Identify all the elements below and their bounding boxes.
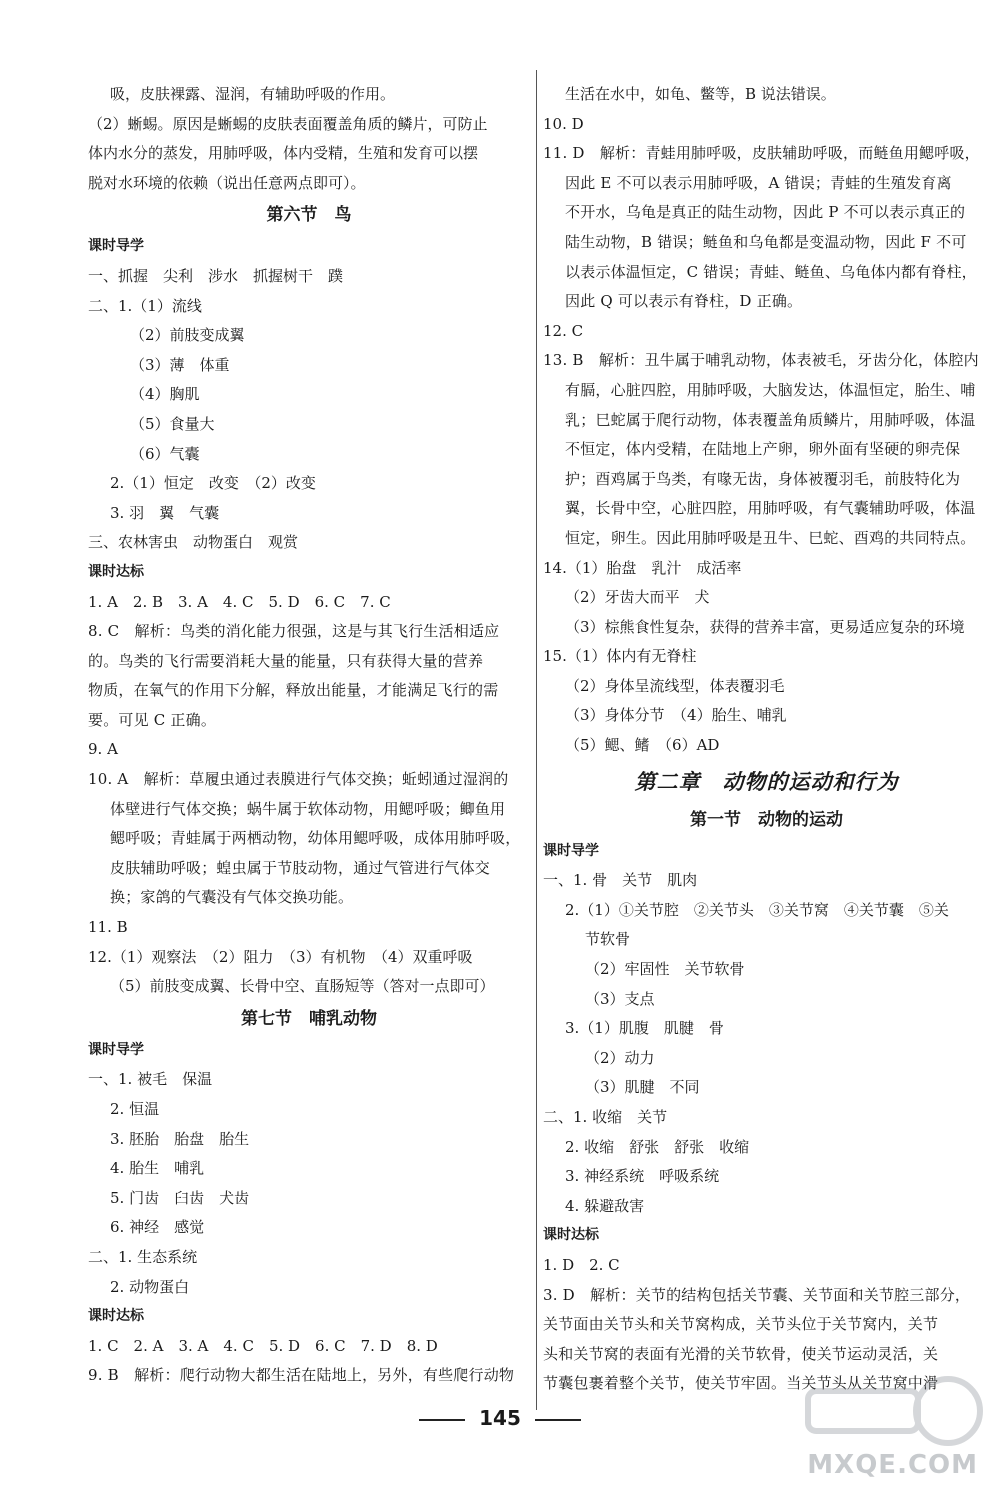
answer-line: 9. B 解析：爬行动物大都生活在陆地上，另外，有些爬行动物 xyxy=(88,1366,515,1385)
answer-line: 因此 Q 可以表示有脊柱，D 正确。 xyxy=(565,292,803,311)
answer-line: 换；家鸽的气囊没有气体交换功能。 xyxy=(110,888,354,907)
answer-line: 皮肤辅助呼吸；蝗虫属于节肢动物，通过气管进行气体交 xyxy=(110,858,491,877)
answer-line: 4. 胎生 哺乳 xyxy=(110,1159,205,1178)
answer-line: 头和关节窝的表面有光滑的关节软骨，使关节运动灵活，关 xyxy=(543,1344,939,1363)
left-column xyxy=(88,80,530,1391)
subsection-label: 课时达标 xyxy=(88,563,144,580)
answer-line: 因此 E 不可以表示用肺呼吸，A 错误；青蛙的生殖发育离 xyxy=(565,173,952,192)
answer-line: （4）胸肌 xyxy=(130,385,200,404)
answer-line: （2）动力 xyxy=(585,1048,655,1067)
answer-line: 1. C 2. A 3. A 4. C 5. D 6. C 7. D 8. D xyxy=(88,1336,438,1355)
right-column xyxy=(543,80,990,1399)
answer-line: 体壁进行气体交换；蜗牛属于软体动物，用鳃呼吸；鲫鱼用 xyxy=(110,799,506,818)
answer-line: 3. 羽 翼 气囊 xyxy=(110,503,220,522)
answer-line: 体内水分的蒸发，用肺呼吸，体内受精，生殖和发育可以摆 xyxy=(88,144,479,163)
answer-line: 乳；巳蛇属于爬行动物，体表覆盖角质鳞片，用肺呼吸，体温 xyxy=(565,410,976,429)
answer-line: （3）支点 xyxy=(585,989,655,1008)
answer-line: （5）鳃、鳍 （6）AD xyxy=(565,736,720,755)
answer-line: 不恒定，体内受精，在陆地上产卵，卵外面有坚硬的卵壳保 xyxy=(565,440,961,459)
subsection-label: 课时导学 xyxy=(543,842,599,859)
answer-line: 节囊包裹着整个关节，使关节牢固。当关节头从关节窝中滑 xyxy=(543,1374,939,1393)
answer-line: 不开水，乌龟是真正的陆生动物，因此 P 不可以表示真正的 xyxy=(565,203,966,222)
answer-line: 要。可见 C 正确。 xyxy=(88,710,217,729)
answer-line: 吸，皮肤裸露、湿润，有辅助呼吸的作用。 xyxy=(110,85,396,103)
answer-line: 陆生动物，B 错误；鲢鱼和乌龟都是变温动物，因此 F 不可 xyxy=(565,232,967,251)
answer-line: 13. B 解析：丑牛属于哺乳动物，体表被毛，牙齿分化，体腔内 xyxy=(543,351,979,370)
answer-line: 3. D 解析：关节的结构包括关节囊、关节面和关节腔三部分， xyxy=(543,1285,971,1304)
answer-line: 恒定，卵生。因此用肺呼吸是丑牛、巳蛇、酉鸡的共同特点。 xyxy=(565,528,976,547)
answer-line: 一、1. 被毛 保温 xyxy=(88,1070,213,1089)
answer-line: 15.（1）体内有无脊柱 xyxy=(543,647,697,666)
answer-line: 4. 躲避敌害 xyxy=(565,1196,645,1215)
section-title: 第七节 哺乳动物 xyxy=(241,1008,377,1029)
answer-line: 1. D 2. C xyxy=(543,1255,620,1274)
section-title: 第六节 鸟 xyxy=(266,205,352,226)
subsection-label: 课时达标 xyxy=(88,1308,144,1325)
subsection-label: 课时导学 xyxy=(88,238,144,255)
answer-line: 2. 恒温 xyxy=(110,1100,160,1118)
answer-line: 12.（1）观察法 （2）阻力 （3）有机物 （4）双重呼吸 xyxy=(88,947,473,966)
answer-line: 2. 动物蛋白 xyxy=(110,1277,190,1296)
answer-line: 5. 门齿 臼齿 犬齿 xyxy=(110,1188,250,1207)
answer-line: 生活在水中，如龟、鳖等，B 说法错误。 xyxy=(565,85,836,103)
answer-line: 11. B xyxy=(88,918,128,937)
answer-line: 12. C xyxy=(543,321,584,340)
answer-line: （3）棕熊食性复杂，获得的营养丰富，更易适应复杂的环境 xyxy=(565,617,965,636)
answer-line: 一、1. 骨 关节 肌肉 xyxy=(543,871,698,890)
answer-line: 以表示体温恒定，C 错误；青蛙、鲢鱼、乌龟体内都有脊柱， xyxy=(565,262,977,281)
answer-line: 鳃呼吸；青蛙属于两栖动物，幼体用鳃呼吸，成体用肺呼吸， xyxy=(110,829,521,848)
answer-line: 10. D xyxy=(543,114,584,133)
chapter-title: 第二章 动物的运动和行为 xyxy=(634,769,899,794)
answer-line: （2）身体呈流线型，体表覆羽毛 xyxy=(565,676,785,695)
answer-line: 8. C 解析：鸟类的消化能力很强，这是与其飞行生活相适应 xyxy=(88,622,500,641)
answer-line: （2）前肢变成翼 xyxy=(130,326,245,345)
answer-line: 3.（1）肌腹 肌腱 骨 xyxy=(565,1019,724,1038)
section-title: 第一节 动物的运动 xyxy=(690,809,843,830)
answer-line: 1. A 2. B 3. A 4. C 5. D 6. C 7. C xyxy=(88,592,391,611)
answer-line: （2）蜥蜴。原因是蜥蜴的皮肤表面覆盖角质的鳞片，可防止 xyxy=(88,114,488,133)
answer-line: 护；酉鸡属于鸟类，有喙无齿，身体被覆羽毛，前肢特化为 xyxy=(565,469,961,488)
subsection-label: 课时达标 xyxy=(543,1227,599,1244)
answer-line: 有膈，心脏四腔，用肺呼吸，大脑发达，体温恒定，胎生、哺 xyxy=(565,380,976,399)
answer-line: 二、1.（1）流线 xyxy=(88,296,202,315)
answer-line: 2.（1）恒定 改变 （2）改变 xyxy=(110,474,316,493)
answer-line: 翼，长骨中空，心脏四腔，用肺呼吸，有气囊辅助呼吸，体温 xyxy=(565,499,976,518)
answer-line: 三、农林害虫 动物蛋白 观赏 xyxy=(88,533,299,552)
answer-line: （5）食量大 xyxy=(130,414,215,433)
answer-line: 二、1. 生态系统 xyxy=(88,1247,198,1266)
column-divider xyxy=(536,70,537,1410)
answer-line: 2. 收缩 舒张 舒张 收缩 xyxy=(565,1137,750,1156)
answer-line: （5）前肢变成翼、长骨中空、直肠短等（答对一点即可） xyxy=(110,977,495,996)
answer-line: 14.（1）胎盘 乳汁 成活率 xyxy=(543,558,742,577)
answer-line: （3）肌腱 不同 xyxy=(585,1078,700,1097)
watermark-text: MXQE.COM xyxy=(807,1450,978,1480)
answer-line: 脱对水环境的依赖（说出任意两点即可）。 xyxy=(88,173,366,192)
answer-line: （3）身体分节 （4）胎生、哺乳 xyxy=(565,706,787,725)
answer-line: （3）薄 体重 xyxy=(130,355,230,374)
answer-line: 物质，在氧气的作用下分解，释放出能量，才能满足飞行的需 xyxy=(88,681,499,700)
answer-line: 10. A 解析：草履虫通过表膜进行气体交换；蚯蚓通过湿润的 xyxy=(88,770,509,789)
answer-line: 3. 神经系统 呼吸系统 xyxy=(565,1167,720,1186)
answer-line: 一、抓握 尖利 涉水 抓握树干 蹼 xyxy=(88,266,344,285)
answer-line: 的。鸟类的飞行需要消耗大量的能量，只有获得大量的营养 xyxy=(88,651,484,670)
answer-line: （6）气囊 xyxy=(130,444,200,463)
page-number: 145 xyxy=(0,1406,1000,1430)
answer-line: （2）牢固性 关节软骨 xyxy=(585,960,745,979)
subsection-label: 课时导学 xyxy=(88,1041,144,1058)
answer-line: 3. 胚胎 胎盘 胎生 xyxy=(110,1129,250,1148)
answer-line: 节软骨 xyxy=(585,930,631,949)
answer-line: （2）牙齿大而平 犬 xyxy=(565,588,710,607)
answer-line: 11. D 解析：青蛙用肺呼吸，皮肤辅助呼吸，而鲢鱼用鳃呼吸， xyxy=(543,144,980,163)
answer-line: 9. A xyxy=(88,740,118,759)
answer-line: 二、1. 收缩 关节 xyxy=(543,1108,668,1126)
answer-line: 关节面由关节头和关节窝构成，关节头位于关节窝内，关节 xyxy=(543,1315,939,1334)
answer-line: 2.（1）①关节腔 ②关节头 ③关节窝 ④关节囊 ⑤关 xyxy=(565,900,949,919)
answer-line: 6. 神经 感觉 xyxy=(110,1218,205,1237)
